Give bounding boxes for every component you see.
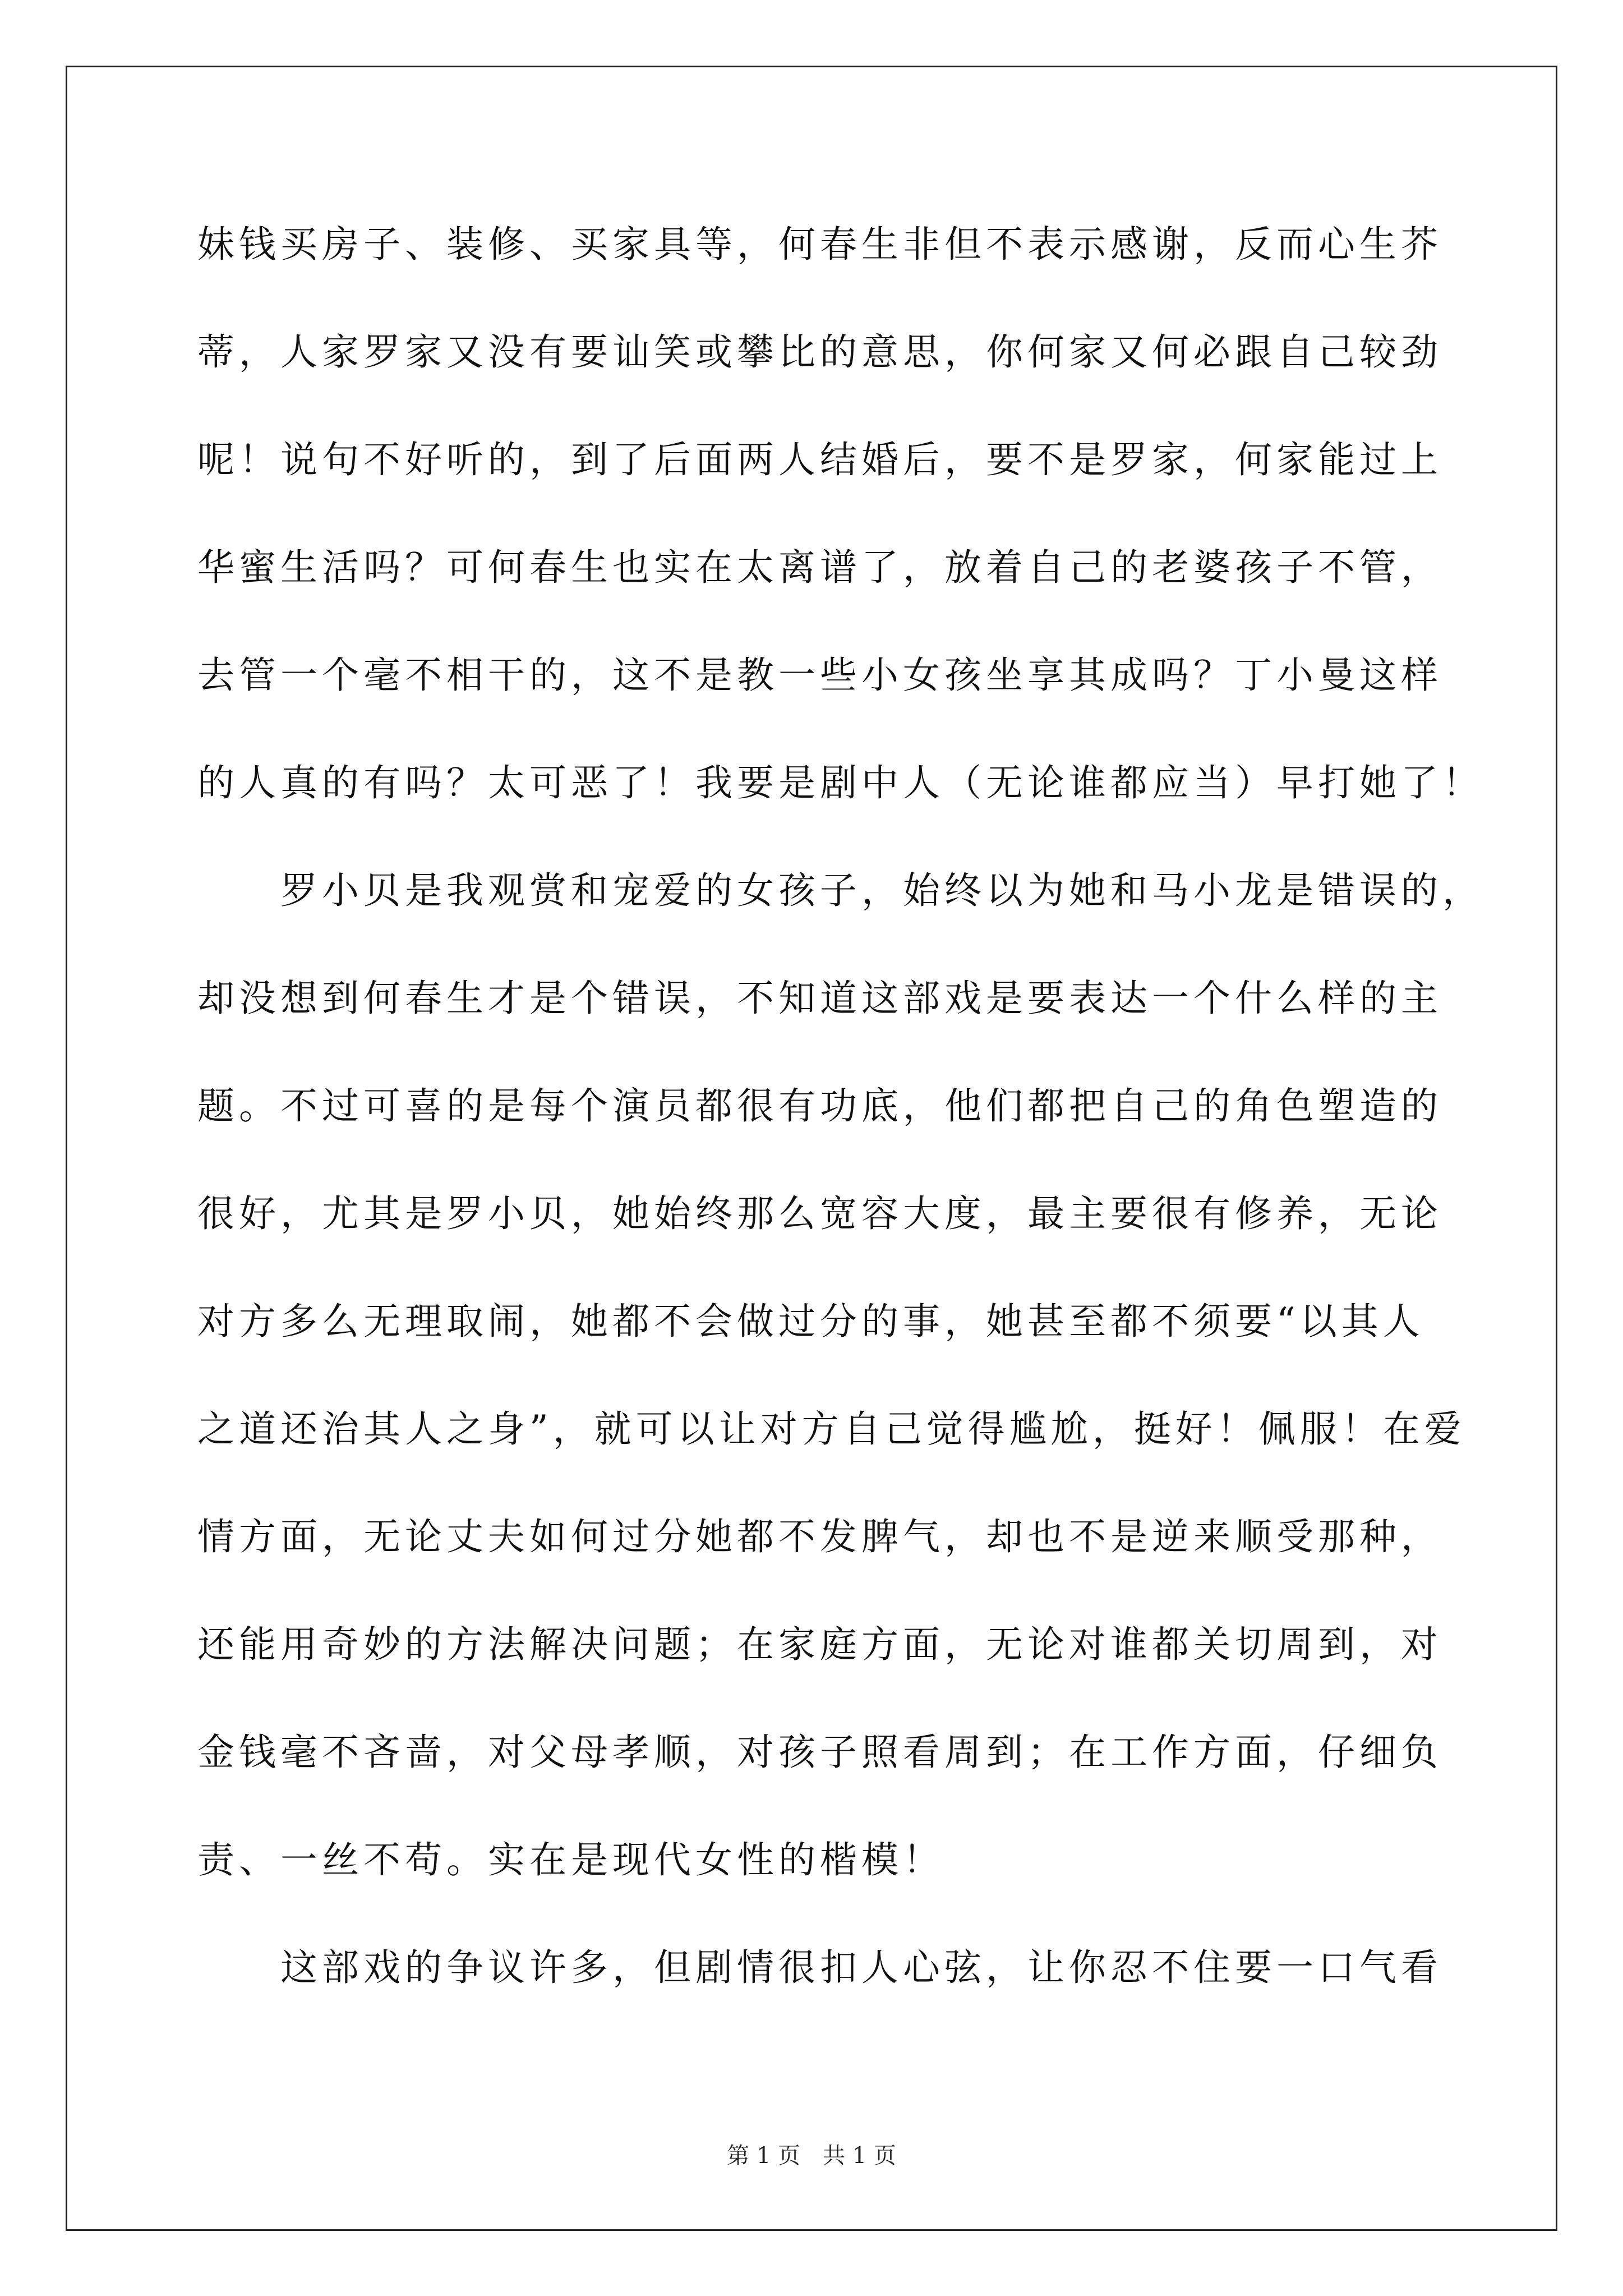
text-line: 呢！说句不好听的，到了后面两人结婚后，要不是罗家，何家能过上 <box>197 438 1442 481</box>
text-line: 情方面，无论丈夫如何过分她都不发脾气，却也不是逆来顺受那种， <box>197 1515 1442 1558</box>
text-line: 之道还治其人之身”，就可以让对方自己觉得尴尬，挺好！佩服！在爱 <box>197 1407 1466 1451</box>
text-line: 妹钱买房子、装修、买家具等，何春生非但不表示感谢，反而心生芥 <box>197 223 1442 266</box>
text-line: 还能用奇妙的方法解决问题；在家庭方面，无论对谁都关切周到，对 <box>197 1623 1442 1666</box>
text-line: 题。不过可喜的是每个演员都很有功底，他们都把自己的角色塑造的 <box>197 1084 1442 1128</box>
text-line: 责、一丝不苟。实在是现代女性的楷模！ <box>197 1838 944 1881</box>
text-line: 去管一个毫不相干的，这不是教一些小女孩坐享其成吗？丁小曼这样 <box>197 654 1442 697</box>
text-line: 金钱毫不吝啬，对父母孝顺，对孩子照看周到；在工作方面，仔细负 <box>197 1731 1442 1774</box>
text-line: 很好，尤其是罗小贝，她始终那么宽容大度，最主要很有修养，无论 <box>197 1192 1442 1235</box>
text-line: 的人真的有吗？太可恶了！我要是剧中人（无论谁都应当）早打她了！ <box>197 761 1484 804</box>
text-line: 蒂，人家罗家又没有要讪笑或攀比的意思，你何家又何必跟自己较劲 <box>197 330 1442 374</box>
text-line: 罗小贝是我观赏和宠爱的女孩子，始终以为她和马小龙是错误的， <box>280 869 1484 912</box>
text-line: 这部戏的争议许多，但剧情很扣人心弦，让你忍不住要一口气看 <box>280 1946 1442 1989</box>
text-line: 华蜜生活吗？可何春生也实在太离谱了，放着自己的老婆孩子不管， <box>197 546 1442 589</box>
text-line: 对方多么无理取闹，她都不会做过分的事，她甚至都不须要“以其人 <box>197 1300 1424 1343</box>
page-border <box>66 66 1557 2231</box>
text-line: 却没想到何春生才是个错误，不知道这部戏是要表达一个什么样的主 <box>197 977 1442 1020</box>
page-footer: 第 1 页 共 1 页 <box>727 2143 896 2169</box>
